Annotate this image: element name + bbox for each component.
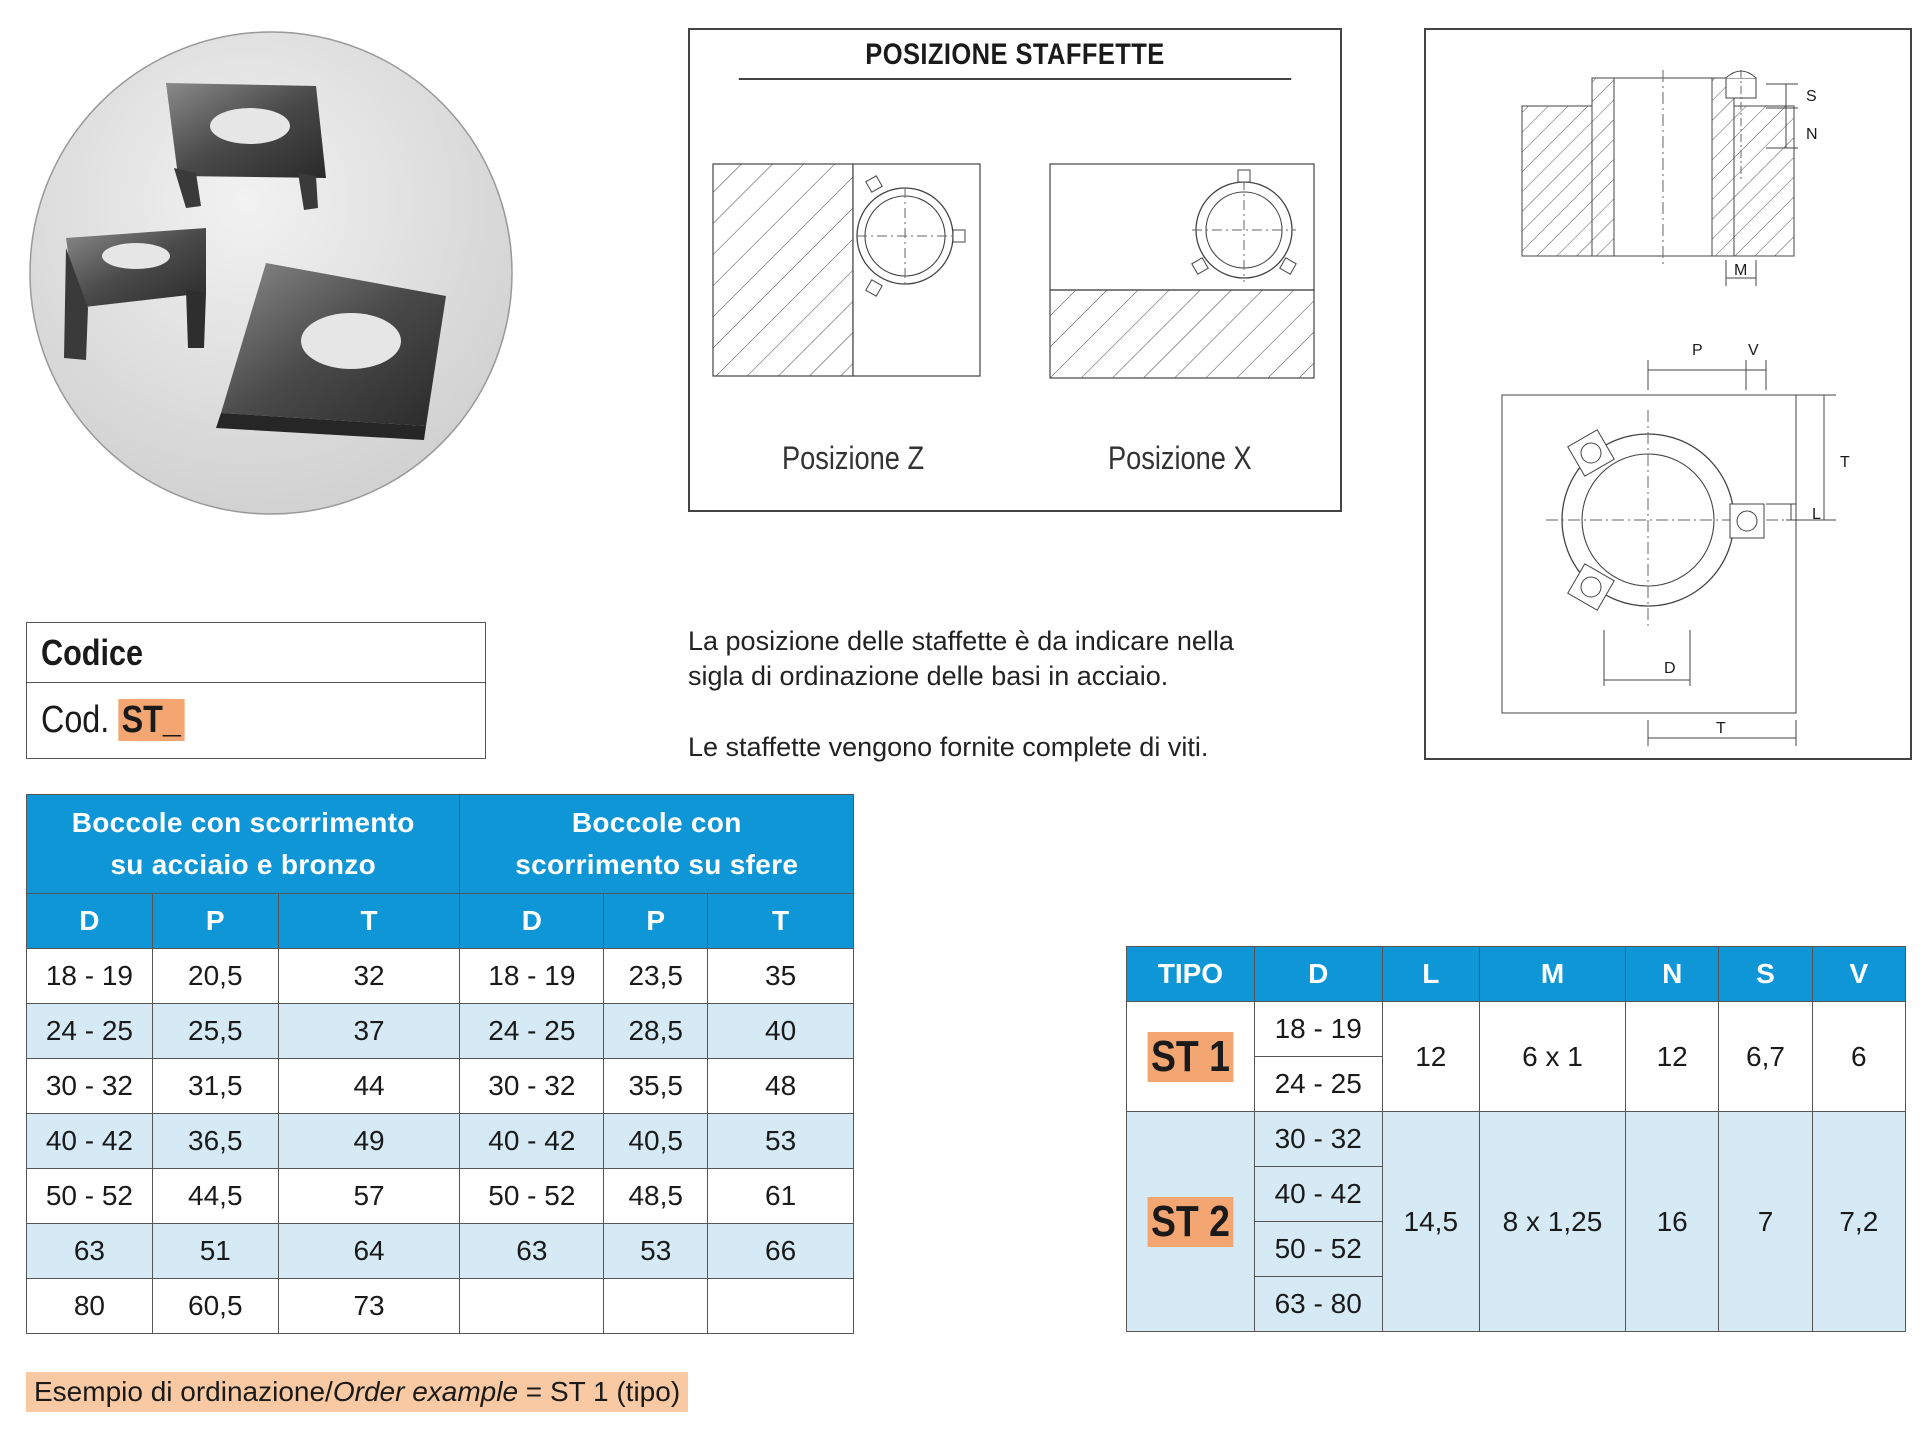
- table-cell: 24 - 25: [1254, 1057, 1382, 1112]
- table-row: [27, 1224, 854, 1279]
- description-line-1: La posizione delle staffette è da indicare nella: [688, 626, 1234, 656]
- table-cell: 57: [278, 1169, 460, 1224]
- position-box-title: POSIZIONE STAFFETTE: [739, 30, 1292, 80]
- clamp-type-table: [1126, 946, 1906, 1332]
- table-cell: 32: [278, 949, 460, 1004]
- table-cell: 28,5: [604, 1004, 708, 1059]
- table-cell: 80: [27, 1279, 153, 1334]
- table-cell: 53: [708, 1114, 854, 1169]
- col-header-p: P: [604, 894, 708, 949]
- tipo-st1-cell: [1127, 1002, 1255, 1112]
- table-cell: 50 - 52: [1254, 1222, 1382, 1277]
- position-x-label: Posizione X: [1108, 440, 1252, 476]
- order-example-italic: Order example: [332, 1376, 519, 1407]
- col-header-t: T: [278, 894, 460, 949]
- table-row: [27, 949, 854, 1004]
- table-cell: 49: [278, 1114, 460, 1169]
- table-cell: 63 - 80: [1254, 1277, 1382, 1332]
- table-cell: 37: [278, 1004, 460, 1059]
- table-cell: 35,5: [604, 1059, 708, 1114]
- table-cell: 6: [1812, 1002, 1905, 1112]
- table-cell: 25,5: [152, 1004, 278, 1059]
- table-cell: 7,2: [1812, 1112, 1905, 1332]
- table-cell: 30 - 32: [1254, 1112, 1382, 1167]
- table-cell: 6 x 1: [1479, 1002, 1625, 1112]
- col-header-t: T: [708, 894, 854, 949]
- order-example-prefix: Esempio di ordinazione/: [34, 1376, 333, 1407]
- table-row: [27, 1114, 854, 1169]
- table-cell: 30 - 32: [460, 1059, 604, 1114]
- table-cell: 60,5: [152, 1279, 278, 1334]
- dim-label-t-bottom: T: [1716, 720, 1726, 737]
- dim-label-p: P: [1692, 342, 1703, 359]
- table-cell: 30 - 32: [27, 1059, 153, 1114]
- table-cell: 6,7: [1719, 1002, 1812, 1112]
- tipo-st2-label: ST 2: [1148, 1197, 1234, 1247]
- order-example-suffix: = ST 1 (tipo): [518, 1376, 681, 1407]
- col-header-d: D: [1254, 947, 1382, 1002]
- description-line-3: Le staffette vengono fornite complete di viti.: [688, 732, 1209, 762]
- dim-label-m: M: [1734, 262, 1748, 279]
- table-cell: 23,5: [604, 949, 708, 1004]
- description-line-2: sigla di ordinazione delle basi in acciaio.: [688, 661, 1169, 691]
- table-cell: 40 - 42: [460, 1114, 604, 1169]
- col-header-l: L: [1382, 947, 1479, 1002]
- table-cell: 50 - 52: [460, 1169, 604, 1224]
- code-prefix: Cod.: [41, 699, 110, 741]
- table-cell: [708, 1279, 854, 1334]
- table-cell: 12: [1626, 1002, 1719, 1112]
- table-cell: 8 x 1,25: [1479, 1112, 1625, 1332]
- group-header-steel-bronze: Boccole con scorrimento su acciaio e bronzo: [27, 795, 460, 894]
- table-row: [27, 1169, 854, 1224]
- table-cell: 36,5: [152, 1114, 278, 1169]
- table-cell: 48: [708, 1059, 854, 1114]
- code-value: ST_: [118, 699, 184, 741]
- code-header-text: Codice: [41, 632, 144, 673]
- table-cell: 40,5: [604, 1114, 708, 1169]
- table-cell: 50 - 52: [27, 1169, 153, 1224]
- table-cell: 35: [708, 949, 854, 1004]
- table-cell: 61: [708, 1169, 854, 1224]
- tipo-st1-label: ST 1: [1148, 1032, 1234, 1082]
- dim-label-t-right: T: [1840, 454, 1850, 471]
- table-cell: 12: [1382, 1002, 1479, 1112]
- table-cell: 40 - 42: [1254, 1167, 1382, 1222]
- table-row: [1127, 1002, 1906, 1057]
- dim-label-l: L: [1812, 506, 1821, 523]
- col-header-tipo: TIPO: [1127, 947, 1255, 1002]
- order-example: [26, 1372, 688, 1412]
- table-cell: 40 - 42: [27, 1114, 153, 1169]
- position-x-drawing: [1048, 162, 1320, 382]
- table-cell: 31,5: [152, 1059, 278, 1114]
- bushing-dimensions-table: [26, 794, 854, 1334]
- table-cell: [604, 1279, 708, 1334]
- dim-label-s: S: [1806, 88, 1817, 105]
- table-cell: 44: [278, 1059, 460, 1114]
- product-photo: [26, 28, 516, 518]
- position-box: [688, 28, 1342, 512]
- dim-label-v: V: [1748, 342, 1759, 359]
- table-row: [27, 1279, 854, 1334]
- table-cell: 44,5: [152, 1169, 278, 1224]
- position-z-label: Posizione Z: [782, 440, 925, 476]
- code-box: [26, 622, 486, 759]
- table-cell: 18 - 19: [460, 949, 604, 1004]
- table-cell: 63: [27, 1224, 153, 1279]
- table-cell: 20,5: [152, 949, 278, 1004]
- table-cell: 14,5: [1382, 1112, 1479, 1332]
- table-cell: 64: [278, 1224, 460, 1279]
- col-header-d: D: [27, 894, 153, 949]
- tipo-st2-cell: [1127, 1112, 1255, 1332]
- table-cell: 63: [460, 1224, 604, 1279]
- position-z-drawing: [712, 162, 984, 382]
- table-cell: 48,5: [604, 1169, 708, 1224]
- group-header-ball: Boccole con scorrimento su sfere: [460, 795, 854, 894]
- table-cell: 18 - 19: [1254, 1002, 1382, 1057]
- table-row: [1127, 1112, 1906, 1167]
- code-line: [41, 699, 210, 742]
- table-cell: 53: [604, 1224, 708, 1279]
- col-header-v: V: [1812, 947, 1905, 1002]
- table-cell: 18 - 19: [27, 949, 153, 1004]
- table-cell: 51: [152, 1224, 278, 1279]
- table-cell: 24 - 25: [460, 1004, 604, 1059]
- table-cell: 73: [278, 1279, 460, 1334]
- col-header-n: N: [1626, 947, 1719, 1002]
- table-cell: 66: [708, 1224, 854, 1279]
- dim-label-d: D: [1664, 660, 1676, 677]
- table-row: [27, 1059, 854, 1114]
- col-header-p: P: [152, 894, 278, 949]
- dim-label-n: N: [1806, 126, 1818, 143]
- technical-drawing-box: [1424, 28, 1912, 760]
- code-header: [27, 623, 485, 683]
- col-header-d: D: [460, 894, 604, 949]
- table-cell: 7: [1719, 1112, 1812, 1332]
- col-header-m: M: [1479, 947, 1625, 1002]
- table-cell: 40: [708, 1004, 854, 1059]
- col-header-s: S: [1719, 947, 1812, 1002]
- technical-drawing: [1426, 30, 1910, 758]
- table-cell: 16: [1626, 1112, 1719, 1332]
- table-cell: 24 - 25: [27, 1004, 153, 1059]
- table-row: [27, 1004, 854, 1059]
- table-cell: [460, 1279, 604, 1334]
